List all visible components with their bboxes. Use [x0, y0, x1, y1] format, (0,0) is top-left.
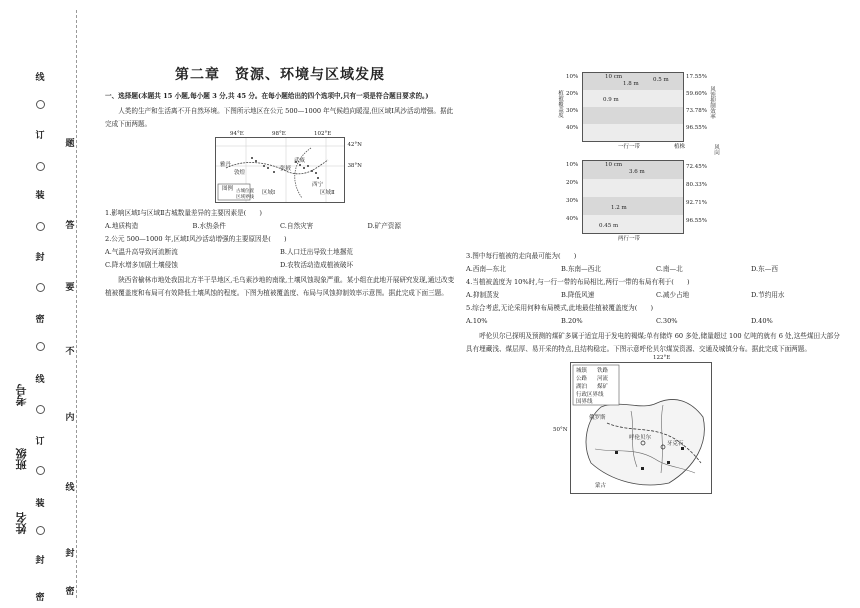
dist-top-3: 0.9 m	[603, 97, 619, 103]
gutter-note: 线	[65, 483, 75, 493]
top-eff-value: 17.55%	[686, 74, 707, 80]
map2-legend-item: 煤矿	[597, 384, 609, 390]
q2-option-a[interactable]: A.气温升高导致河流断流	[105, 248, 178, 256]
right-column	[466, 64, 846, 494]
gutter-mark: 密	[35, 315, 45, 325]
two-row-band-panel	[582, 160, 684, 234]
map2-legend-item: 铁路	[597, 368, 609, 374]
gutter-mark: 订	[35, 437, 45, 447]
gutter-mark: 装	[35, 499, 45, 509]
question-5: 5.综合考虑,无论采用何种布局模式,此地最佳植被覆盖度为( )	[466, 304, 654, 312]
binding-gutter	[0, 0, 82, 608]
map2-lat-label: 50°N	[553, 427, 568, 433]
top-eff-value: 59.60%	[686, 91, 707, 97]
q3-option-a[interactable]: A.西南—东北	[466, 265, 506, 273]
q4-option-a[interactable]: A.抑制蒸发	[466, 291, 500, 299]
dist-bottom-1: 10 cm	[605, 162, 623, 168]
bottom-eff-value: 96.55%	[686, 218, 707, 224]
q1-option-c[interactable]: C.自然灾害	[280, 222, 314, 230]
bottom-eff-value: 80.33%	[686, 182, 707, 188]
map2-place-label: 牙克石	[667, 441, 684, 447]
map2-legend-item: 公路	[576, 376, 588, 382]
bottom-layout-label: 两行一带	[618, 236, 641, 242]
q5-option-d[interactable]: D.40%	[751, 317, 773, 325]
map2-legend-item: 行政区界线	[576, 392, 604, 398]
gutter-note: 不	[65, 347, 75, 357]
question-5-options	[466, 315, 846, 328]
map1-place-label: 张掖	[280, 166, 292, 172]
gutter-mark: 密	[35, 593, 45, 603]
dist-top-2: 1.8 m	[623, 81, 639, 87]
exam-number-label: 考号	[15, 384, 28, 406]
dist-bottom-4: 0.45 m	[599, 223, 619, 229]
map1-legend-title: 图例	[222, 186, 234, 192]
q3-option-b[interactable]: B.东南—西北	[561, 265, 601, 273]
q4-option-b[interactable]: B.降低风速	[561, 291, 595, 299]
dist-bottom-2: 3.6 m	[629, 169, 645, 175]
gutter-note: 封	[65, 549, 75, 559]
passage-2: 陕西省榆林市地处我国北方半干旱地区,毛乌素沙地的南缘,土壤风蚀现象严重。某小组在此地开展研究发现,通过改变植被覆盖度和布局可有效降低土壤风蚀的程度。下图为植被覆盖度、布局与风蚀抑制效率示意图。据此完成下面三题。	[105, 276, 455, 297]
gutter-mark: 线	[35, 375, 45, 385]
question-1-options	[105, 220, 455, 233]
map1-lon-label: 98°E	[272, 131, 286, 137]
passage-1: 人类的生产和生活离不开自然环境。下图所示地区在公元 500—1000 年气候趋向暖湿,但区域Ⅰ风沙活动增强。据此完成下面两题。	[105, 107, 454, 128]
chapter-title: 第二章 资源、环境与区域发展	[175, 67, 385, 83]
map1-legend-item: 区域界线	[236, 195, 254, 200]
veg-pct-label: 20%	[566, 91, 579, 97]
q2-option-d[interactable]: D.农牧活动造成植被破坏	[280, 261, 354, 269]
veg-pct-label: 30%	[566, 108, 579, 114]
binding-hole	[36, 162, 45, 171]
map2-place-label: 蒙古	[595, 483, 607, 489]
binding-hole	[36, 405, 45, 414]
gutter-note: 答	[65, 221, 75, 231]
question-3: 3.图中每行植被的走向最可能为( )	[466, 252, 577, 260]
question-2: 2.公元 500—1000 年,区域Ⅰ风沙活动增强的主要原因是( )	[105, 235, 287, 243]
name-label: 姓名	[15, 512, 28, 534]
binding-hole	[36, 526, 45, 535]
map1-lat-label: 42°N	[347, 142, 362, 148]
bottom-eff-value: 92.71%	[686, 200, 707, 206]
binding-hole	[36, 222, 45, 231]
one-row-band-panel	[582, 72, 684, 142]
map1-lat-label: 38°N	[347, 163, 362, 169]
question-4: 4.当植被盖度为 10%时,与一行一带的布局相比,两行一带的布局有利于( )	[466, 278, 690, 286]
q4-option-d[interactable]: D.节约用水	[751, 291, 785, 299]
hexi-corridor-map	[215, 131, 362, 203]
hulunbuir-map-svg	[571, 363, 711, 493]
q4-option-c[interactable]: C.减少占地	[656, 291, 690, 299]
gutter-mark: 封	[35, 253, 45, 263]
dist-bottom-3: 1.2 m	[611, 205, 627, 211]
top-eff-value: 73.78%	[686, 108, 707, 114]
gutter-note: 要	[65, 283, 75, 293]
hulunbuir-map	[553, 355, 712, 494]
map1-region-label: 区域Ⅱ	[320, 190, 335, 196]
question-3-options	[466, 263, 846, 276]
passage-3: 呼伦贝尔已探明及预测的煤矿多属于适宜用于发电的褐煤;单有储炸 60 多处,储量超过 100 亿吨的就有 6 处,这些煤田大部分具有埋藏浅、煤层厚、易开采的特点,且结构稳定。下图示意呼伦贝尔煤炭资源、交通及城镇分布。据此完成下面两题。	[466, 332, 840, 353]
dist-top-1: 10 cm	[605, 74, 623, 80]
map2-place-label: 呼伦贝尔	[629, 435, 652, 441]
map1-region-label: 区域Ⅰ	[262, 190, 276, 196]
map1-place-label: 武威	[294, 158, 306, 164]
q2-option-c[interactable]: C.降水增多加剧土壤侵蚀	[105, 261, 178, 269]
map2-legend-item: 河流	[597, 376, 609, 382]
veg-pct-label: 20%	[566, 180, 579, 186]
section-heading: 一、选择题(本题共 15 小题,每小题 3 分,共 45 分。在每小题给出的四个选项中,只有一项是符合题目要求的。)	[105, 92, 429, 100]
map1-lon-label: 102°E	[314, 131, 332, 137]
vegetation-layout-figure	[557, 68, 722, 244]
gutter-note: 密	[65, 587, 75, 597]
coverage-axis-label: 植被覆盖度	[557, 90, 563, 118]
binding-hole	[36, 100, 45, 109]
gutter-mark: 线	[35, 73, 45, 83]
q3-option-d[interactable]: D.东—西	[751, 265, 778, 273]
wind-label: 风向	[713, 144, 719, 155]
gutter-mark: 订	[35, 131, 45, 141]
gutter-note: 内	[65, 413, 75, 423]
q1-option-a[interactable]: A.地质构造	[105, 222, 139, 230]
gutter-note: 题	[65, 139, 75, 149]
eff-axis-label: 风蚀抑制效率	[709, 86, 715, 119]
q2-option-b[interactable]: B.人口迁出导致土地撂荒	[280, 248, 353, 256]
binding-hole	[36, 342, 45, 351]
class-label: 班级	[15, 448, 28, 470]
plant-label: 植株	[674, 144, 686, 150]
top-eff-value: 96.55%	[686, 125, 707, 131]
map2-legend-item: 湖泊	[576, 384, 588, 390]
cut-line	[76, 10, 77, 598]
q3-option-c[interactable]: C.南—北	[656, 265, 683, 273]
map1-place-label: 西宁	[312, 182, 324, 188]
map2-legend-item: 城镇	[576, 368, 588, 374]
q1-option-d[interactable]: D.矿产资源	[367, 222, 402, 230]
question-2-options	[105, 246, 455, 272]
map2-legend-item: 国界线	[576, 399, 593, 405]
binding-hole	[36, 283, 45, 292]
gutter-mark: 装	[35, 191, 45, 201]
map2-place-label: 俄罗斯	[589, 415, 606, 421]
map1-legend-item: 古城位置	[236, 189, 254, 194]
map2-lon-label: 122°E	[653, 355, 671, 361]
q1-option-b[interactable]: B.水热条件	[192, 222, 226, 230]
dist-top-4: 0.5 m	[653, 77, 669, 83]
veg-pct-label: 10%	[566, 74, 579, 80]
q5-option-c[interactable]: C.30%	[656, 317, 678, 325]
veg-pct-label: 40%	[566, 125, 579, 131]
bottom-eff-value: 72.45%	[686, 164, 707, 170]
veg-pct-label: 30%	[566, 198, 579, 204]
top-layout-label: 一行一带	[618, 144, 641, 150]
veg-pct-label: 10%	[566, 162, 579, 168]
map1-place-label: 雅丹	[220, 162, 232, 168]
gutter-mark: 封	[35, 556, 45, 566]
q5-option-a[interactable]: A.10%	[466, 317, 488, 325]
question-1: 1.影响区域Ⅰ与区域Ⅱ古城数量差异的主要因素是( )	[105, 209, 262, 217]
left-column	[105, 64, 455, 300]
veg-pct-label: 40%	[566, 216, 579, 222]
question-4-options	[466, 289, 846, 302]
map1-place-label: 敦煌	[234, 170, 246, 176]
map1-lon-label: 94°E	[230, 131, 244, 137]
q5-option-b[interactable]: B.20%	[561, 317, 583, 325]
binding-hole	[36, 466, 45, 475]
